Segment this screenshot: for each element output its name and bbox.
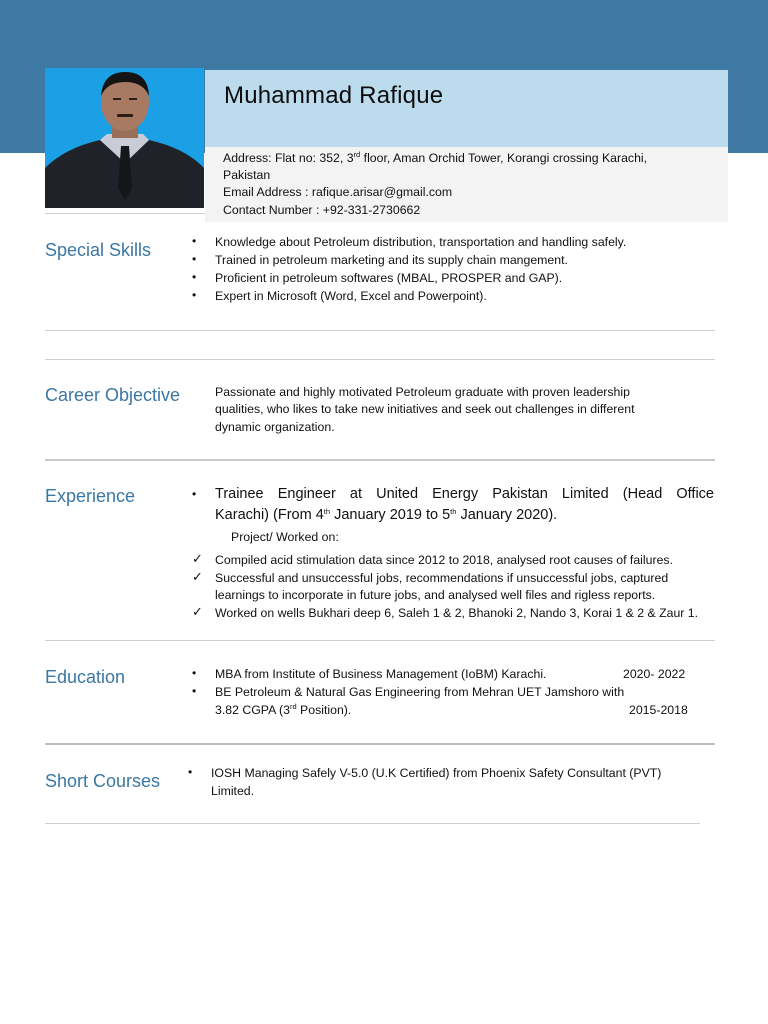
objective-line: qualities, who likes to take new initiatives and seek out challenges in different bbox=[215, 402, 635, 416]
checkmark-icon: ✓ bbox=[192, 604, 203, 619]
contact-number-line: Contact Number : +92-331-2730662 bbox=[223, 203, 421, 217]
address-text-cont: floor, Aman Orchid Tower, Korangi crossing Karachi, bbox=[360, 151, 648, 165]
education-be-grade-text: Position). bbox=[296, 703, 352, 717]
role-title: Trainee Engineer at United Energy Pakistan Limited (Head Office bbox=[215, 486, 714, 502]
course-item: IOSH Managing Safely V-5.0 (U.K Certified) from Phoenix Safety Consultant (PVT) bbox=[211, 766, 662, 780]
education-superscript: rd bbox=[289, 702, 297, 711]
role-superscript: th bbox=[450, 507, 457, 516]
education-be-grade-text: 3.82 CGPA (3 bbox=[215, 703, 290, 717]
role-dates-text: January 2020). bbox=[456, 507, 558, 523]
education-be: BE Petroleum & Natural Gas Engineering from Mehran UET Jamshoro with bbox=[215, 685, 625, 699]
objective-line: dynamic organization. bbox=[215, 420, 335, 434]
work-item-cont: learnings to incorporate in future jobs, and analysed well files and rigless reports. bbox=[215, 588, 656, 602]
education-be-grade bbox=[215, 703, 351, 717]
special-skills-heading: Special Skills bbox=[45, 240, 152, 260]
education-mba: MBA from Institute of Business Management (IoBM) Karachi. bbox=[215, 667, 547, 681]
portrait-image bbox=[45, 68, 204, 208]
objective-line: Passionate and highly motivated Petroleum graduate with proven leadership bbox=[215, 385, 630, 399]
skill-item: Knowledge about Petroleum distribution, transportation and handling safely. bbox=[215, 235, 627, 249]
role-superscript: th bbox=[323, 507, 331, 516]
address-text: Address: Flat no: 352, 3 bbox=[223, 151, 354, 165]
divider bbox=[45, 823, 700, 824]
divider bbox=[45, 640, 715, 641]
divider bbox=[45, 459, 715, 461]
address-line bbox=[223, 151, 647, 165]
work-item: Worked on wells Bukhari deep 6, Saleh 1 & 2, Bhanoki 2, Nando 3, Korai 1 & 2 & Zaur 1. bbox=[215, 606, 699, 620]
education-be-years: 2015-2018 bbox=[629, 703, 688, 717]
email-line: Email Address : rafique.arisar@gmail.com bbox=[223, 185, 453, 199]
bullet-icon: • bbox=[192, 288, 197, 302]
short-courses-heading: Short Courses bbox=[45, 771, 161, 791]
candidate-name: Muhammad Rafique bbox=[224, 82, 444, 109]
address-superscript: rd bbox=[353, 150, 361, 159]
bullet-icon: • bbox=[192, 487, 197, 501]
role-dates-text: Karachi) (From 4 bbox=[215, 507, 324, 523]
contact-block bbox=[205, 147, 728, 222]
divider bbox=[45, 330, 715, 331]
address-country: Pakistan bbox=[223, 168, 271, 182]
divider bbox=[45, 359, 715, 360]
project-label: Project/ Worked on: bbox=[231, 530, 339, 544]
bullet-icon: • bbox=[188, 765, 193, 779]
bullet-icon: • bbox=[192, 684, 197, 698]
work-item: Successful and unsuccessful jobs, recommendations if unsuccessful jobs, captured bbox=[215, 571, 669, 585]
divider bbox=[45, 213, 205, 214]
divider bbox=[45, 743, 715, 745]
bullet-icon: • bbox=[192, 234, 197, 248]
skill-item: Trained in petroleum marketing and its supply chain mangement. bbox=[215, 253, 568, 267]
career-objective-heading: Career Objective bbox=[45, 385, 181, 405]
checkmark-icon: ✓ bbox=[192, 551, 203, 566]
bullet-icon: • bbox=[192, 252, 197, 266]
bullet-icon: • bbox=[192, 270, 197, 284]
checkmark-icon: ✓ bbox=[192, 569, 203, 584]
course-item-cont: Limited. bbox=[211, 784, 255, 798]
role-dates bbox=[215, 507, 557, 523]
education-heading: Education bbox=[45, 667, 126, 687]
work-item: Compiled acid stimulation data since 2012 to 2018, analysed root causes of failures. bbox=[215, 553, 673, 567]
role-dates-text: January 2019 to 5 bbox=[330, 507, 451, 523]
experience-heading: Experience bbox=[45, 486, 136, 506]
profile-photo bbox=[45, 68, 204, 208]
name-banner bbox=[205, 70, 728, 147]
skill-item: Expert in Microsoft (Word, Excel and Powerpoint). bbox=[215, 289, 487, 303]
skill-item: Proficient in petroleum softwares (MBAL, PROSPER and GAP). bbox=[215, 271, 563, 285]
education-mba-years: 2020- 2022 bbox=[623, 667, 686, 681]
bullet-icon: • bbox=[192, 666, 197, 680]
